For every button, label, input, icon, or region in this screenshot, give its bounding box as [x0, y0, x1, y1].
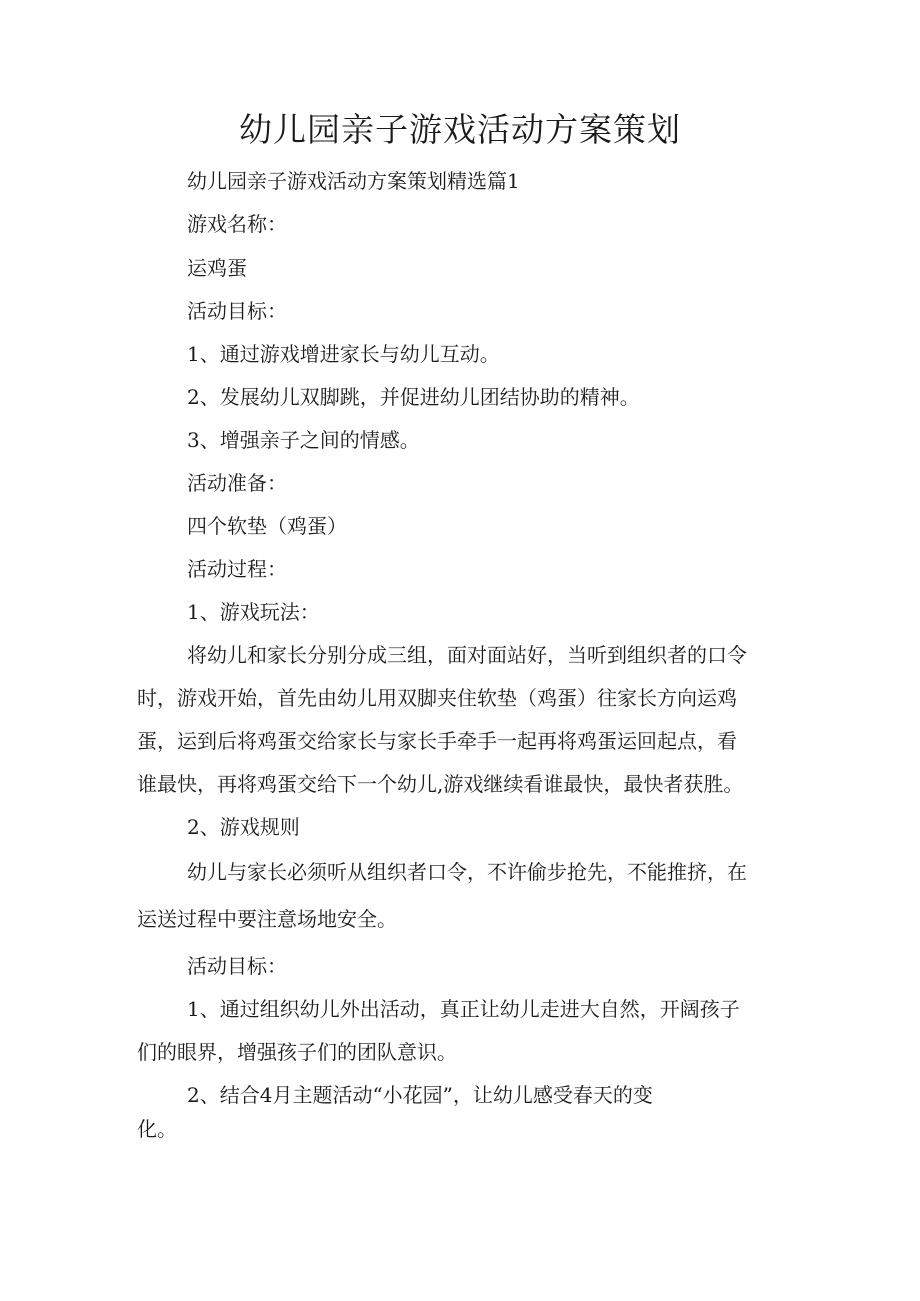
paragraph-how-to-play-line-1: 将幼儿和家长分别分成三组，面对面站好，当听到组织者的口令	[187, 643, 747, 667]
paragraph-goal-2-item-2: 2、结合4月主题活动“小花园”，让幼儿感受春天的变	[187, 1083, 653, 1107]
paragraph-game-name-label: 游戏名称：	[187, 212, 287, 236]
paragraph-rules-label: 2、游戏规则	[187, 815, 300, 839]
paragraph-prep-label: 活动准备：	[187, 471, 287, 495]
paragraph-how-to-play-label: 1、游戏玩法：	[187, 600, 320, 624]
paragraph-goal-2-item-2-end: 化。	[137, 1117, 177, 1141]
paragraph-rules-line-2: 运送过程中要注意场地安全。	[137, 907, 397, 931]
document-title: 幼儿园亲子游戏活动方案策划	[239, 110, 681, 149]
paragraph-goal-label-2: 活动目标：	[187, 954, 287, 978]
paragraph-game-name: 运鸡蛋	[187, 256, 247, 280]
paragraph-goal-1: 1、通过游戏增进家长与幼儿互动。	[187, 342, 500, 366]
paragraph-how-to-play-line-2: 时，游戏开始，首先由幼儿用双脚夹住软垫（鸡蛋）往家长方向运鸡	[137, 686, 737, 710]
paragraph-goal-2-line-2: 们的眼界，增强孩子们的团队意识。	[137, 1040, 457, 1064]
paragraph-goal-label: 活动目标：	[187, 299, 287, 323]
paragraph-goal-2: 2、发展幼儿双脚跳，并促进幼儿团结协助的精神。	[187, 385, 640, 409]
paragraph-how-to-play-line-3: 蛋，运到后将鸡蛋交给家长与家长手牵手一起再将鸡蛋运回起点，看	[137, 729, 737, 753]
paragraph-how-to-play-line-4: 谁最快，再将鸡蛋交给下一个幼儿,游戏继续看谁最快，最快者获胜。	[137, 772, 744, 796]
paragraph-goal-3: 3、增强亲子之间的情感。	[187, 428, 420, 452]
paragraph-goal-2-line-1: 1、通过组织幼儿外出活动，真正让幼儿走进大自然，开阔孩子	[187, 997, 740, 1021]
paragraph-rules-line-1: 幼儿与家长必须听从组织者口令，不许偷步抢先，不能推挤，在	[187, 860, 747, 884]
paragraph-process-label: 活动过程：	[187, 557, 287, 581]
paragraph-prep-items: 四个软垫（鸡蛋）	[187, 514, 347, 538]
section-heading: 幼儿园亲子游戏活动方案策划精选篇1	[187, 169, 520, 193]
